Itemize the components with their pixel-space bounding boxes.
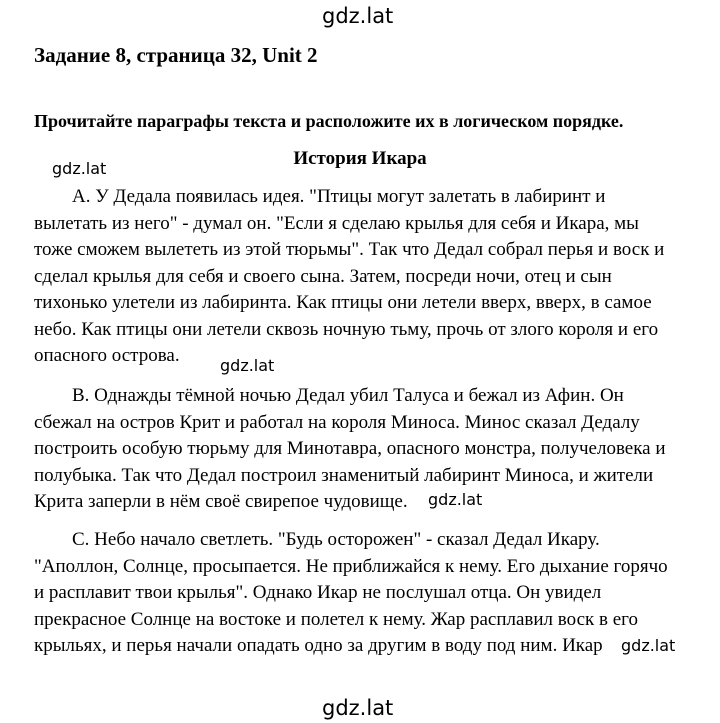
watermark-inline-3: gdz.lat: [428, 490, 483, 509]
page-heading: Задание 8, страница 32, Unit 2: [34, 43, 318, 67]
watermark-inline-4: gdz.lat: [621, 636, 676, 655]
story-title: История Икара: [293, 148, 427, 169]
watermark-top: gdz.lat: [322, 4, 394, 28]
paragraph-b: B. Однажды тёмной ночью Дедал убил Талуса и бежал из Афин. Он сбежал на остров Крит и работал на короля Миноса. Минос сказал Дедалу построить особую тюрьму для Минотавра, опасного монстра, получеловека и полубыка. Так что Дедал построил знаменитый лабиринт Миноса, и жители Крита заперли в нём своё свирепое чудовище.: [34, 385, 666, 512]
watermark-bottom: gdz.lat: [322, 696, 394, 720]
watermark-inline-1: gdz.lat: [52, 159, 107, 178]
paragraph-a: A. У Дедала появилась идея. "Птицы могут залетать в лабиринт и вылетать из него" - думал он. "Если я сделаю крылья для себя и Икара, мы тоже сможем вылететь из этой тюрьмы". Так что Дедал собрал перья и воск и сделал крылья для себя и своего сына. Затем, посреди ночи, отец и сын тихонько улетели из лабиринта. Как птицы они летели вверх, вверх, в самое небо. Как птицы они летели сквозь ночную тьму, прочь от злого короля и его опасного острова.: [34, 186, 665, 366]
task-instruction: Прочитайте параграфы текста и расположите их в логическом порядке.: [34, 111, 624, 131]
paragraph-c: C. Небо начало светлеть. "Будь осторожен" - сказал Дедал Икару. "Аполлон, Солнце, просыпается. Не приближайся к нему. Его дыхание горячо и расплавит твои крылья". Однако Икар не послушал отца. Он увидел прекрасное Солнце на востоке и полетел к нему. Жар расплавил воск в его крыльях, и перья начали опадать одно за другим в воду под ним. Икар: [34, 529, 668, 656]
watermark-inline-2: gdz.lat: [220, 356, 275, 375]
